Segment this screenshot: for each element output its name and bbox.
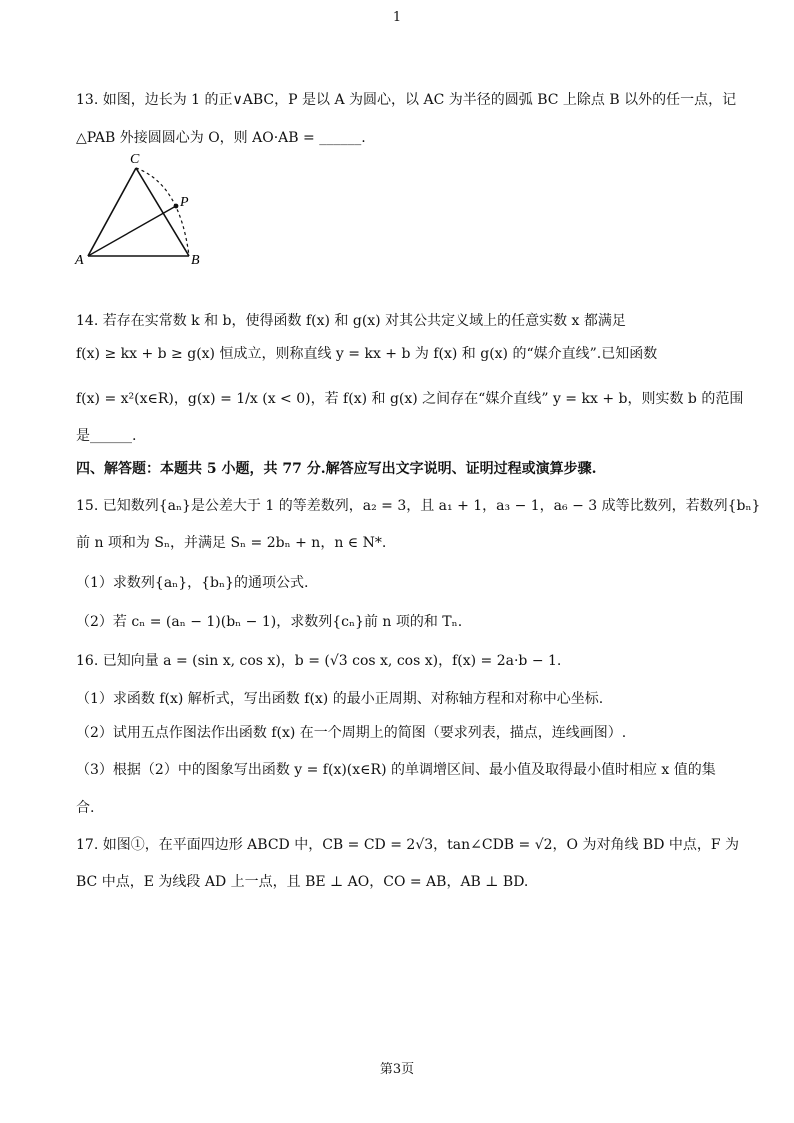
q17-line2: BC 中点，E 为线段 AD 上一点，且 BE ⊥ AO，CO = AB，AB ⊥ BD.	[76, 874, 529, 890]
q15-line2: 前 n 项和为 Sₙ，并满足 Sₙ = 2bₙ + n，n ∈ N*.	[76, 535, 387, 551]
q16-line1: 16. 已知向量 a = (sin x, cos x)，b = (√3 cos x, cos x)，f(x) = 2a·b − 1.	[76, 653, 562, 669]
segment-cb	[136, 168, 189, 256]
point-p	[174, 204, 179, 209]
q15-part1: （1）求数列{aₙ}，{bₙ}的通项公式.	[76, 575, 309, 591]
q14-line2: f(x) ≥ kx + b ≥ g(x) 恒成立，则称直线 y = kx + b 为 f(x) 和 g(x) 的“媒介直线”.已知函数	[76, 346, 658, 362]
q13-line2: △PAB 外接圆圆心为 O，则 AO·AB = ______.	[76, 130, 366, 146]
q16-part3-cont: 合.	[76, 800, 95, 816]
q13-line1: 13. 如图，边长为 1 的正∨ABC，P 是以 A 为圆心，以 AC 为半径的圆弧 BC 上除点 B 以外的任一点，记	[76, 92, 737, 108]
q14-line1: 14. 若存在实常数 k 和 b，使得函数 f(x) 和 g(x) 对其公共定义域上的任意实数 x 都满足	[76, 313, 626, 329]
triangle-figure	[72, 150, 212, 268]
label-a: A	[75, 253, 84, 268]
q16-part2: （2）试用五点作图法作出函数 f(x) 在一个周期上的简图（要求列表，描点，连线画图）.	[76, 725, 627, 741]
section4-heading: 四、解答题：本题共 5 小题，共 77 分.解答应写出文字说明、证明过程或演算步骤.	[76, 461, 597, 477]
q17-line1: 17. 如图①，在平面四边形 ABCD 中，CB = CD = 2√3，tan∠CDB = √2，O 为对角线 BD 中点，F 为	[76, 837, 740, 853]
page-top-number: 1	[392, 10, 402, 25]
q14-line4: 是______.	[76, 428, 137, 444]
q14-line3: f(x) = x²(x∈R)，g(x) = 1/x (x < 0)，若 f(x) 和 g(x) 之间存在“媒介直线” y = kx + b，则实数 b 的范围	[76, 391, 744, 407]
q15-part2: （2）若 cₙ = (aₙ − 1)(bₙ − 1)，求数列{cₙ}前 n 项的和 Tₙ.	[76, 614, 463, 630]
page-footer: 第3页	[379, 1062, 415, 1077]
q16-part1: （1）求函数 f(x) 解析式，写出函数 f(x) 的最小正周期、对称轴方程和对称中心坐标.	[76, 691, 604, 707]
q16-part3: （3）根据（2）中的图象写出函数 y = f(x)(x∈R) 的单调增区间、最小值及取得最小值时相应 x 值的集	[76, 762, 716, 778]
q15-line1: 15. 已知数列{aₙ}是公差大于 1 的等差数列，a₂ = 3，且 a₁ + 1，a₃ − 1，a₆ − 3 成等比数列，若数列{bₙ}	[76, 498, 761, 514]
label-c: C	[130, 152, 140, 167]
label-b: B	[191, 253, 200, 268]
label-p: P	[180, 195, 189, 210]
